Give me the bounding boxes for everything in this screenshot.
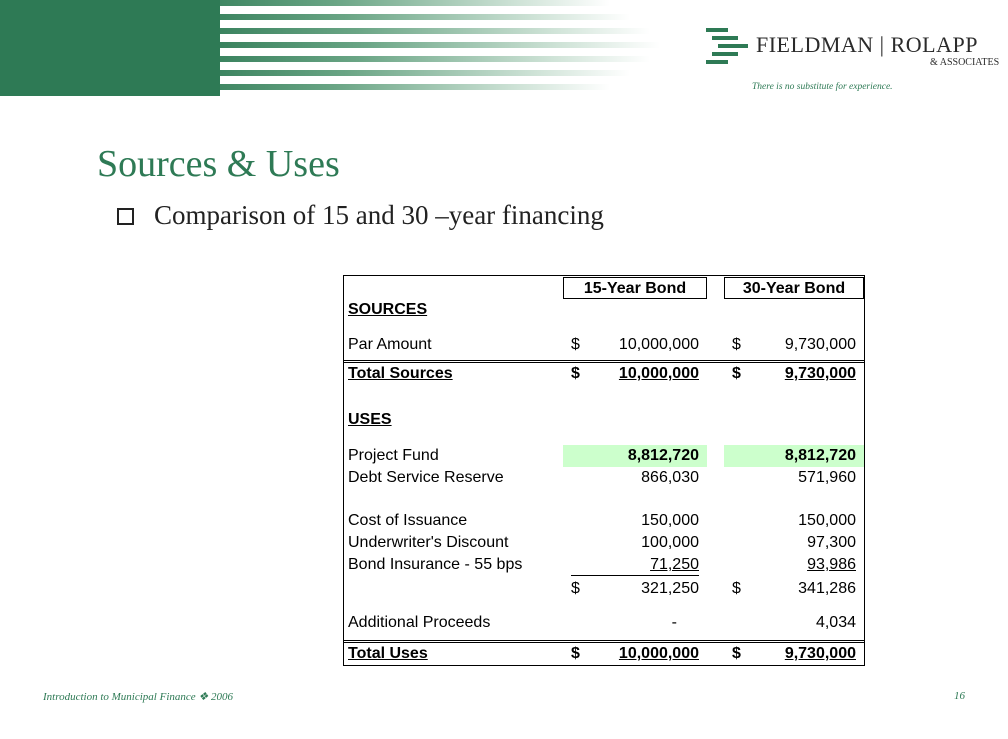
value-30-year: 150,000 xyxy=(798,512,856,529)
currency-symbol: $ xyxy=(571,580,580,597)
sources-heading: SOURCES xyxy=(348,301,428,318)
row-label: Debt Service Reserve xyxy=(348,469,504,486)
value-15-year: 100,000 xyxy=(641,534,699,551)
value-30-year: 93,986 xyxy=(807,556,856,573)
highlight-cell xyxy=(563,445,707,467)
currency-symbol: $ xyxy=(571,336,580,353)
slide-title: Sources & Uses xyxy=(97,143,340,185)
value-30-year: 341,286 xyxy=(798,580,856,597)
table-row xyxy=(344,554,864,576)
footer-text: Introduction to Municipal Finance ❖ 2006 xyxy=(43,691,234,703)
row-label: Total Uses xyxy=(348,645,428,662)
value-15-year: 71,250 xyxy=(650,556,699,573)
value-30-year: 4,034 xyxy=(815,614,856,631)
currency-symbol: $ xyxy=(732,336,741,353)
value-30-year: 9,730,000 xyxy=(784,336,856,353)
currency-symbol: $ xyxy=(571,645,580,662)
table-row xyxy=(344,445,864,467)
row-label: Project Fund xyxy=(348,447,439,464)
value-30-year: 571,960 xyxy=(798,469,856,486)
value-15-year: 10,000,000 xyxy=(618,336,699,353)
row-label: Underwriter's Discount xyxy=(348,534,509,551)
sources-uses-table xyxy=(343,275,865,666)
value-30-year: 8,812,720 xyxy=(784,447,856,464)
table-row-total-uses xyxy=(344,643,864,665)
currency-symbol: $ xyxy=(571,365,580,382)
row-label: Additional Proceeds xyxy=(348,614,491,631)
currency-symbol: $ xyxy=(732,580,741,597)
table-row-total-sources xyxy=(344,363,864,385)
table-row xyxy=(344,510,864,532)
value-15-year: 150,000 xyxy=(641,512,699,529)
logo-subtitle: & ASSOCIATES xyxy=(930,57,1000,68)
bullet-item xyxy=(117,200,604,231)
logo-name: FIELDMAN | ROLAPP xyxy=(756,32,978,57)
table-row xyxy=(344,532,864,554)
value-30-year: 9,730,000 xyxy=(784,645,856,662)
page-number: 16 xyxy=(954,690,965,702)
table-row-subtotal xyxy=(344,578,864,600)
row-label: Total Sources xyxy=(348,365,453,382)
value-30-year: 97,300 xyxy=(807,534,856,551)
value-15-year: 321,250 xyxy=(641,580,699,597)
table-row xyxy=(344,612,864,634)
bullet-text: Comparison of 15 and 30 –year financing xyxy=(154,200,604,230)
uses-heading: USES xyxy=(348,411,392,428)
checkbox-bullet-icon xyxy=(117,208,134,225)
currency-symbol: $ xyxy=(732,365,741,382)
company-logo xyxy=(704,26,1000,96)
column-header-30-year: 30-Year Bond xyxy=(724,277,864,299)
value-15-year: 866,030 xyxy=(641,469,699,486)
highlight-cell xyxy=(724,445,864,467)
value-30-year: 9,730,000 xyxy=(784,365,856,382)
logo-tagline: There is no substitute for experience. xyxy=(752,82,893,92)
value-15-year: 10,000,000 xyxy=(618,645,699,662)
logo-bars-icon xyxy=(704,28,750,70)
currency-symbol: $ xyxy=(732,645,741,662)
row-label: Par Amount xyxy=(348,336,432,353)
table-row xyxy=(344,334,864,356)
row-label: Bond Insurance - 55 bps xyxy=(348,556,523,573)
value-15-year: - xyxy=(671,614,677,631)
value-15-year: 10,000,000 xyxy=(618,365,699,382)
value-15-year: 8,812,720 xyxy=(627,447,699,464)
header-stripe-banner xyxy=(0,0,680,96)
row-label: Cost of Issuance xyxy=(348,512,468,529)
column-header-15-year: 15-Year Bond xyxy=(563,277,707,299)
table-row xyxy=(344,467,864,489)
